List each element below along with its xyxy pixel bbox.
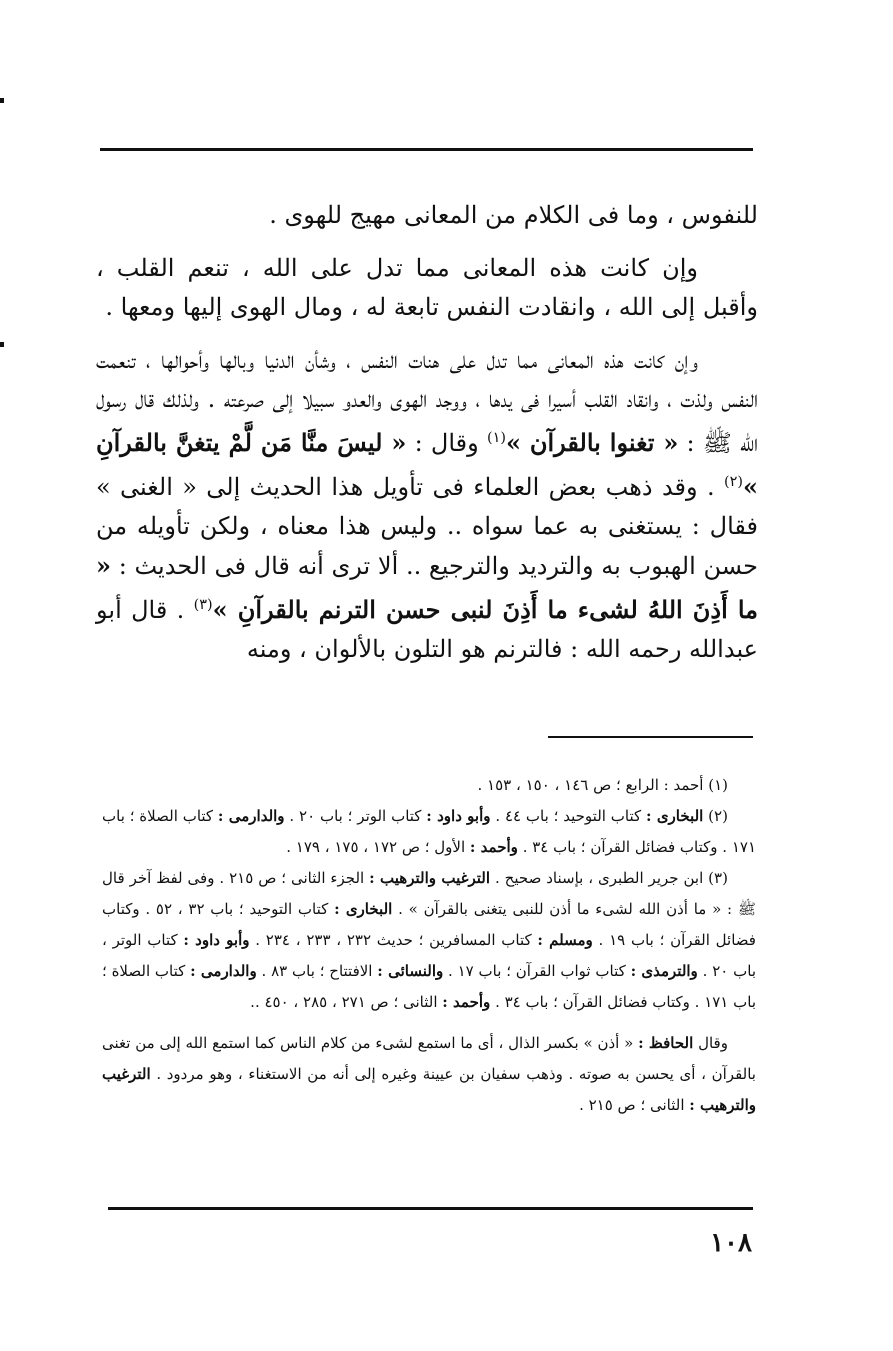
paragraph-3-part-d: . قال أبو عبدالله رحمه الله : فالترنم هو التلون بالألوان ، ومنه	[96, 596, 758, 663]
footnote-ref-3: (٣)	[193, 597, 213, 613]
hadith-quote-3: « ما أَذِنَ اللهُ لشىء ما أَذِنَ لنبى حسن الترنم بالقرآنِ »	[96, 551, 758, 624]
source-abu-dawud: وأبو داود :	[426, 807, 491, 825]
hafiz-note-text: « أذن » بكسر الذال ، أى ما استمع لشىء من كلام الناس كما استمع الله إلى من تغنى بالقرآن ، أى يحسن به صوته . وذهب سفيان بن عيينة وغيره إلى أنه من الاستغناء ، وهو مردود .	[102, 1034, 756, 1083]
source-targhib: الترغيب والترهيب :	[102, 1065, 756, 1114]
footnote-3	[102, 863, 756, 1018]
footnote-ref-2: (٢)	[724, 474, 743, 490]
source-nasai: والنسائى :	[377, 962, 444, 980]
footnote-3-ref-c: كتاب المسافرين ؛ حديث ٢٣٢ ، ٢٣٣ ، ٢٣٤ .	[255, 931, 532, 949]
hadith-quote-1: « تغنوا بالقرآن »	[505, 428, 679, 457]
footnotes	[102, 770, 756, 1121]
source-darimi: والدارمى :	[190, 962, 257, 980]
paragraph-3-part-c: . وقد ذهب بعض العلماء فى تأويل هذا الحديث إلى « الغنى » فقال : يستغنى به عما سواه .. وليس هذا معناه ، ولكن تأويله من حسن الهبوب به والترديد والترجيع .. ألا ترى أنه قال فى الحديث :	[96, 473, 758, 580]
source-ahmad: وأحمد :	[442, 993, 491, 1011]
footnote-2-ref-d: الأول ؛ ص ١٧٢ ، ١٧٥ ، ١٧٩ .	[286, 838, 466, 856]
source-bukhari: البخارى :	[645, 807, 704, 825]
footnote-separator	[548, 736, 753, 738]
footnote-2-ref-c: كتاب الصلاة ؛ باب ١٧١ . وكتاب فضائل القرآن ؛ باب ٣٤ .	[102, 807, 756, 856]
footnote-1: (١) أحمد : الرابع ؛ ص ١٤٦ ، ١٥٠ ، ١٥٣ .	[477, 776, 728, 794]
page-edge-mark	[0, 98, 4, 103]
footer-rule	[108, 1207, 753, 1210]
footnote-3-ref-d: كتاب الوتر ، باب ٢٠ .	[102, 931, 756, 980]
paragraph-3-part-b: وقال :	[414, 429, 479, 457]
footnote-3-ref-e: كتاب ثواب القرآن ؛ باب ١٧ .	[448, 962, 626, 980]
source-bukhari: البخارى :	[334, 900, 393, 918]
hafiz-note-intro: وقال	[698, 1034, 728, 1052]
hadith-quote-2: « ليسَ منَّا مَن لَّمْ يتغنَّ بالقرآنِ »	[96, 428, 758, 501]
footnote-ref-1: (١)	[486, 430, 506, 446]
footnote-3-ref-b: كتاب التوحيد ؛ باب ٣٢ ، ٥٢ . وكتاب فضائل القرآن ؛ باب ١٩ .	[102, 900, 756, 949]
hafiz-note	[102, 1028, 756, 1121]
paragraph-3-part-a: وإن كانت هذه المعانى مما تدل على هنات النفس ، وشأن الدنيا وبالها وأحوالها ، تنعمت النفس ولذت ، وانقاد القلب أسيرا فى يدها ، ووجد الهوى والعدو سبيلا إلى صرعته . ولذلك قال رسول الله ﷺ :	[96, 346, 758, 457]
footnote-3-ref-a: الجزء الثانى ؛ ص ٢١٥ . وفى لفظ آخر قال ﷺ : « ما أذن الله لشىء ما أذن للنبى يتغنى بالقرآن » .	[102, 869, 756, 918]
footnote-3-ref-h: الثانى ؛ ص ٢٧١ ، ٢٨٥ ، ٤٥٠ ..	[250, 993, 438, 1011]
source-abu-dawud: وأبو داود :	[183, 931, 250, 949]
footnote-2-ref-b: كتاب الوتر ؛ باب ٢٠ .	[289, 807, 422, 825]
footnote-2-ref-a: كتاب التوحيد ؛ باب ٤٤ .	[495, 807, 642, 825]
main-text	[96, 196, 758, 669]
paragraph-3	[96, 341, 758, 669]
footnote-3-ref-g: كتاب الصلاة ؛ باب ١٧١ . وكتاب فضائل القرآن ؛ باب ٣٤ .	[102, 962, 756, 1011]
source-muslim: ومسلم :	[537, 931, 593, 949]
header-rule	[100, 148, 753, 151]
source-ahmad: وأحمد :	[469, 838, 518, 856]
page-number: ١٠٨	[710, 1228, 752, 1258]
footnote-3-intro: (٣) ابن جرير الطبرى ، بإسناد صحيح .	[494, 869, 728, 887]
footnote-2-number: (٢)	[708, 807, 728, 825]
source-tirmidhi: والترمذى :	[630, 962, 698, 980]
source-hafiz: الحافظ :	[638, 1034, 694, 1052]
hafiz-note-ref: الثانى ؛ ص ٢١٥ .	[579, 1096, 685, 1114]
page-edge-mark	[0, 342, 4, 347]
paragraph-2: وإن كانت هذه المعانى مما تدل على الله ، تنعم القلب ، وأقبل إلى الله ، وانقادت النفس تابعة له ، ومال الهوى إليها ومعها .	[96, 254, 758, 321]
footnote-3-ref-f: الافتتاح ؛ باب ٨٣ .	[261, 962, 373, 980]
paragraph-1: للنفوس ، وما فى الكلام من المعانى مهيج للهوى .	[269, 201, 758, 229]
footnote-2	[102, 801, 756, 863]
source-darimi: والدارمى :	[217, 807, 285, 825]
source-targhib: الترغيب والترهيب :	[369, 869, 491, 887]
